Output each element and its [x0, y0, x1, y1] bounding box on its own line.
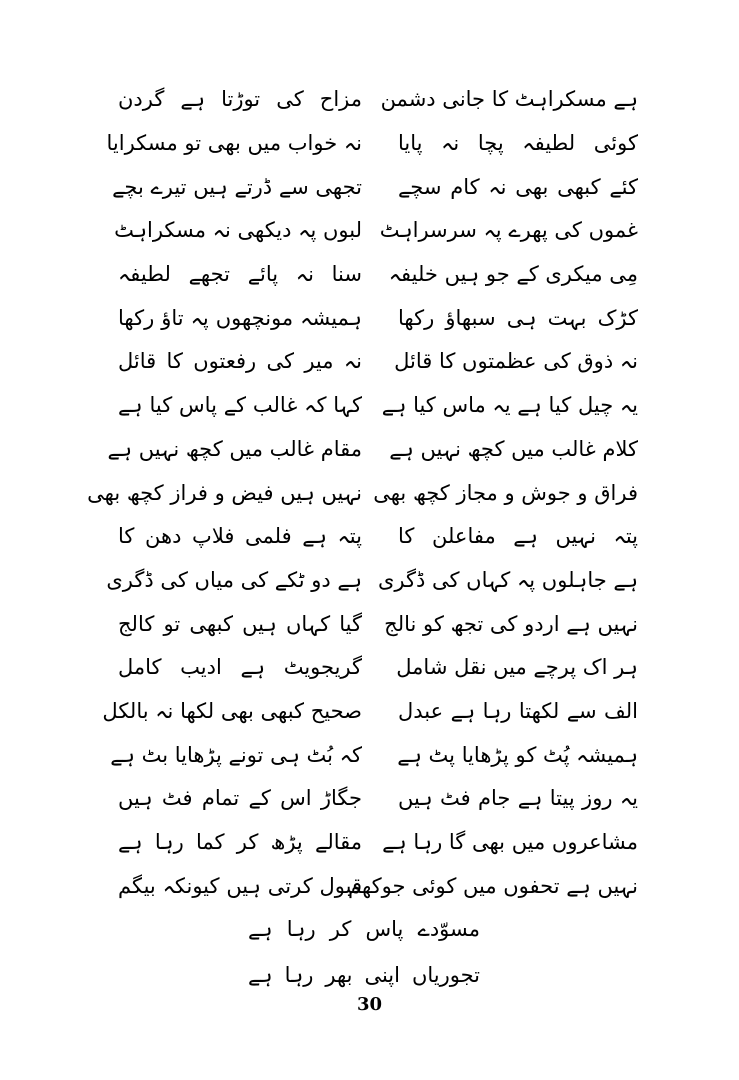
verse-first-hemistich: کڑک بہت ہی سبھاؤ رکھا	[398, 305, 638, 330]
verse-second-hemistich: صحیح کبھی بھی لکھا نہ بالکل	[102, 698, 362, 723]
verse-second-hemistich: گریجویٹ ہے ادیب کامل	[118, 655, 362, 680]
couplet-row	[118, 296, 638, 340]
couplet-row	[114, 209, 638, 253]
verse-second-hemistich: مقالے پڑھ کر کما رہا ہے	[118, 830, 362, 855]
verse-first-hemistich: ہے جاہلوں پہ کہاں کی ڈگری	[377, 567, 638, 592]
couplet-row	[118, 253, 638, 297]
verse-second-hemistich: نہ میر کی رفعتوں کا قائل	[118, 349, 362, 374]
verse-second-hemistich: قبول کرتی ہیں کیونکہ بیگم	[118, 873, 362, 898]
verse-second-hemistich: کہ بُٹ ہی تونے پڑھایا بٹ ہے	[110, 742, 362, 767]
verse-first-hemistich: پتہ نہیں ہے مفاعلن کا	[398, 524, 638, 549]
verse-second-hemistich: نہ خواب میں بھی تو مسکرایا	[106, 131, 362, 156]
verse-second-hemistich: مقام غالب میں کچھ نہیں ہے	[107, 436, 362, 461]
closing-line	[248, 906, 480, 952]
verse-second-hemistich: سنا نہ پائے تجھے لطیفہ	[118, 262, 362, 287]
couplet-row	[118, 78, 638, 122]
couplet-row	[118, 646, 638, 690]
verse-second-hemistich: لبوں پہ دیکھی نہ مسکراہٹ	[114, 218, 362, 243]
closing-line-text: مسوّدے پاس کر رہا ہے	[248, 916, 480, 941]
verse-second-hemistich: ہمیشہ مونچھوں پہ تاؤ رکھا	[118, 305, 362, 330]
couplet-row	[110, 733, 638, 777]
verse-first-hemistich: الف سے لکھتا رہا ہے عبدل	[398, 698, 638, 723]
verse-second-hemistich: پتہ ہے فلمی فلاپ دھن کا	[118, 524, 362, 549]
verse-second-hemistich: مزاح کی توڑتا ہے گردن	[118, 87, 362, 112]
verse-first-hemistich: ہمیشہ پُٹ کو پڑھایا پٹ ہے	[397, 742, 638, 767]
verse-first-hemistich: کوئی لطیفہ پچا نہ پایا	[398, 131, 638, 156]
verse-first-hemistich: غموں کی پھرے پہ سرسراہٹ	[379, 218, 638, 243]
verse-first-hemistich: ہر اک پرچے میں نقل شامل	[396, 655, 638, 680]
verse-second-hemistich: جگاڑ اس کے تمام فٹ ہیں	[118, 786, 362, 811]
couplet-row	[87, 471, 638, 515]
verse-second-hemistich: نہیں ہیں فیض و فراز کچھ بھی	[87, 480, 362, 505]
couplet-row	[107, 428, 638, 472]
couplet-row	[118, 340, 638, 384]
couplet-row	[106, 122, 638, 166]
verse-first-hemistich: نہیں ہے اردو کی تجھ کو نالج	[384, 611, 638, 636]
couplet-row	[112, 165, 638, 209]
page-number: 30	[356, 994, 383, 1015]
closing-verses	[248, 906, 480, 998]
closing-line-text: تجوریاں اپنی بھر رہا ہے	[248, 962, 480, 987]
verse-second-hemistich: کہا کہ غالب کے پاس کیا ہے	[118, 393, 362, 418]
verse-first-hemistich: مشاعروں میں بھی گا رہا ہے	[382, 830, 638, 855]
couplet-row	[106, 559, 638, 603]
verse-second-hemistich: تجھی سے ڈرتے ہیں تیرے بچے	[112, 174, 362, 199]
verse-first-hemistich: کلام غالب میں کچھ نہیں ہے	[389, 436, 638, 461]
verse-first-hemistich: نہیں ہے تحفوں میں کوئی جوکھم	[347, 873, 638, 898]
couplet-row	[118, 602, 638, 646]
poem-body	[87, 78, 638, 908]
verse-first-hemistich: یہ روز پیتا ہے جام فٹ ہیں	[398, 786, 638, 811]
couplet-row	[118, 384, 638, 428]
verse-second-hemistich: ہے دو ٹکے کی میاں کی ڈگری	[106, 567, 362, 592]
couplet-row	[118, 821, 638, 865]
verse-first-hemistich: کئے کبھی بھی نہ کام سچے	[398, 174, 638, 199]
couplet-row	[118, 777, 638, 821]
verse-first-hemistich: نہ ذوق کی عظمتوں کا قائل	[394, 349, 638, 374]
verse-first-hemistich: ہے مسکراہٹ کا جانی دشمن	[380, 87, 638, 112]
couplet-row	[118, 864, 638, 908]
couplet-row	[118, 515, 638, 559]
closing-line	[248, 952, 480, 998]
verse-first-hemistich: یہ چیل کیا ہے یہ ماس کیا ہے	[381, 393, 638, 418]
verse-first-hemistich: مِی میکری کے جو ہیں خلیفہ	[388, 262, 638, 287]
couplet-row	[102, 690, 638, 734]
verse-second-hemistich: گیا کہاں ہیں کبھی تو کالج	[118, 611, 362, 636]
verse-first-hemistich: فراق و جوش و مجاز کچھ بھی	[373, 480, 638, 505]
